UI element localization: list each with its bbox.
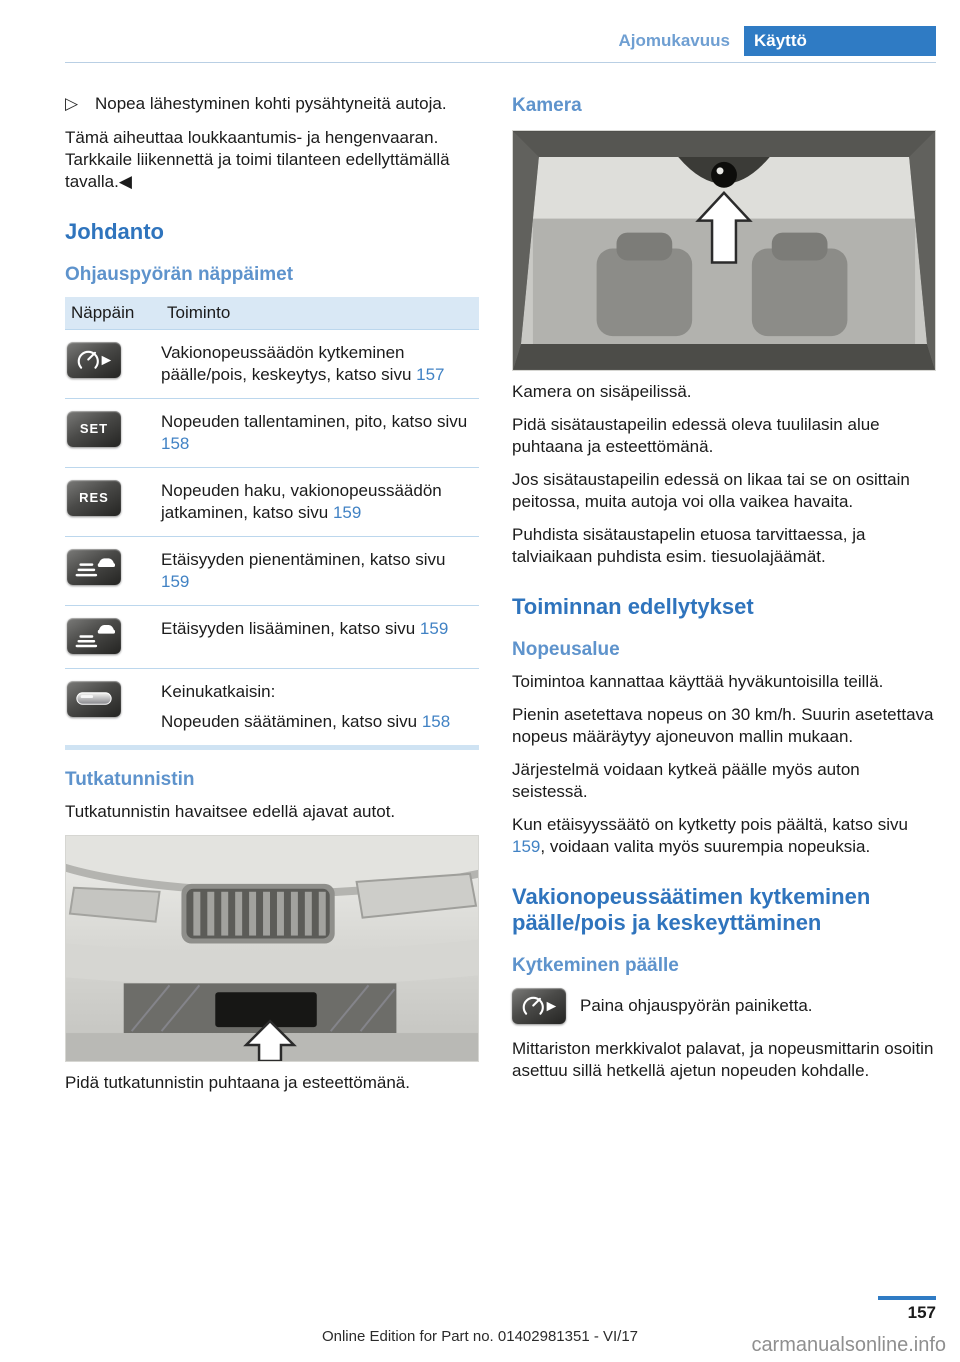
camera-image [512,130,936,371]
warning-paragraph: Tämä aiheuttaa loukkaantumis- ja hengenvaaran. Tarkkaile liikennettä ja toimi tilanteen edellyttämällä tavalla.◀ [65,128,450,191]
column-header-key: Näppäin [65,297,161,330]
heading-requirements: Toiminnan edellytykset [512,594,754,619]
table-row [65,330,479,399]
cruise-toggle-icon [512,988,566,1024]
heading-kamera: Kamera [512,95,582,116]
radar-sensor-image [65,835,479,1062]
heading-cruise-toggle: Vakionopeussäätimen kytkeminen päälle/pois ja keskeyttäminen [512,884,871,935]
edition-note: Online Edition for Part no. 01402981351 - VI/17 [321,1328,639,1345]
speed-paragraph-4 [512,814,936,858]
row-text: Nopeuden säätäminen, katso sivu [161,711,422,731]
table-row [65,606,479,669]
heading-speed-range: Nopeusalue [512,639,620,660]
radar-intro: Tutkatunnistin havaitsee edellä ajavat autot. [65,801,396,821]
speed-paragraph-3: Järjestelmä voidaan kytkeä päälle myös auton seistessä. [512,760,860,801]
res-key-icon: RES [67,480,121,516]
set-key-icon: SET [67,411,121,447]
speed-paragraph-4-post: , voidaan valita myös suurempia nopeuksia. [540,837,871,856]
page-number-rule [878,1296,936,1300]
speed-paragraph-2: Pienin asetettava nopeus on 30 km/h. Suurin asetettava nopeus määräytyy ajoneuvon mallin mukaan. [512,705,934,746]
row-text: Etäisyyden lisääminen, katso sivu [161,619,420,638]
row-text: Etäisyyden pienentäminen, katso sivu [161,550,446,569]
switch-on-instruction [512,988,936,1024]
row-text: Vakionopeussäädön kytkeminen päälle/pois, keskeytys, katso sivu [161,343,417,384]
page-link-159[interactable]: 159 [419,619,449,638]
camera-paragraph-1: Kamera on sisäpeilissä. [512,382,692,401]
heading-steering-buttons: Ohjauspyörän näppäimet [65,264,294,285]
table-row [65,468,479,537]
cruise-toggle-icon [67,342,121,378]
triangle-bullet: ▷ [65,94,79,113]
increase-distance-icon [67,618,121,654]
chapter-tab: Käyttö [744,26,936,56]
steering-buttons-table [65,297,479,750]
list-item [65,93,479,115]
row-text-line1: Keinukatkaisin: [161,681,276,701]
page-link-158[interactable]: 158 [421,711,451,731]
column-header-function: Toiminto [161,297,479,330]
table-row [65,668,479,747]
table-row [65,537,479,606]
table-header-row [65,297,479,330]
bullet-text: Nopea lähestyminen kohti pysähtyneitä autoja. [95,94,447,113]
camera-paragraph-4: Puhdista sisätaustapelin etuosa tarvittaessa, ja talviaikaan puhdista esim. tiesuolajäämät. [512,525,866,566]
row-text: Nopeuden tallentaminen, pito, katso sivu [161,412,468,431]
camera-paragraph-2: Pidä sisätaustapeilin edessä oleva tuulilasin alue puhtaana ja esteettömänä. [512,415,880,456]
switch-on-text: Paina ohjauspyörän painiketta. [580,996,813,1015]
left-column [65,88,479,1105]
radar-caption: Pidä tutkatunnistin puhtaana ja esteettömänä. [65,1072,410,1092]
speed-paragraph-4-pre: Kun etäisyyssäätö on kytketty pois päältä, katso sivu [512,815,908,834]
speed-paragraph-1: Toimintoa kannattaa käyttää hyväkuntoisilla teillä. [512,672,884,691]
header-divider [65,62,936,63]
heading-tutkatunnistin: Tutkatunnistin [65,768,195,790]
page-header [65,26,936,56]
table-row [65,399,479,468]
decrease-distance-icon [67,549,121,585]
watermark: carmanualsonline.info [751,1334,946,1356]
page-link-159[interactable]: 159 [161,572,190,591]
page-link-157[interactable]: 157 [416,365,445,384]
page-link-158[interactable]: 158 [161,434,190,453]
switch-on-paragraph: Mittariston merkkivalot palavat, ja nopeusmittarin osoitin asettuu sillä hetkellä ajetun nopeuden kohdalle. [512,1039,934,1080]
rocker-switch-icon [67,681,121,717]
camera-paragraph-3: Jos sisätaustapeilin edessä on likaa tai se on osittain peitossa, muita autoja voi olla vaikea havaita. [512,470,910,511]
page-number: 157 [907,1303,936,1322]
heading-johdanto: Johdanto [65,219,164,244]
right-column [512,88,936,1093]
row-text: Nopeuden haku, vakionopeussäädön jatkaminen, katso sivu [161,481,442,522]
breadcrumb-section: Ajomukavuus [618,31,730,50]
page-link-159[interactable]: 159 [512,837,541,856]
page-link-159[interactable]: 159 [332,503,362,522]
heading-switch-on: Kytkeminen päälle [512,955,679,976]
